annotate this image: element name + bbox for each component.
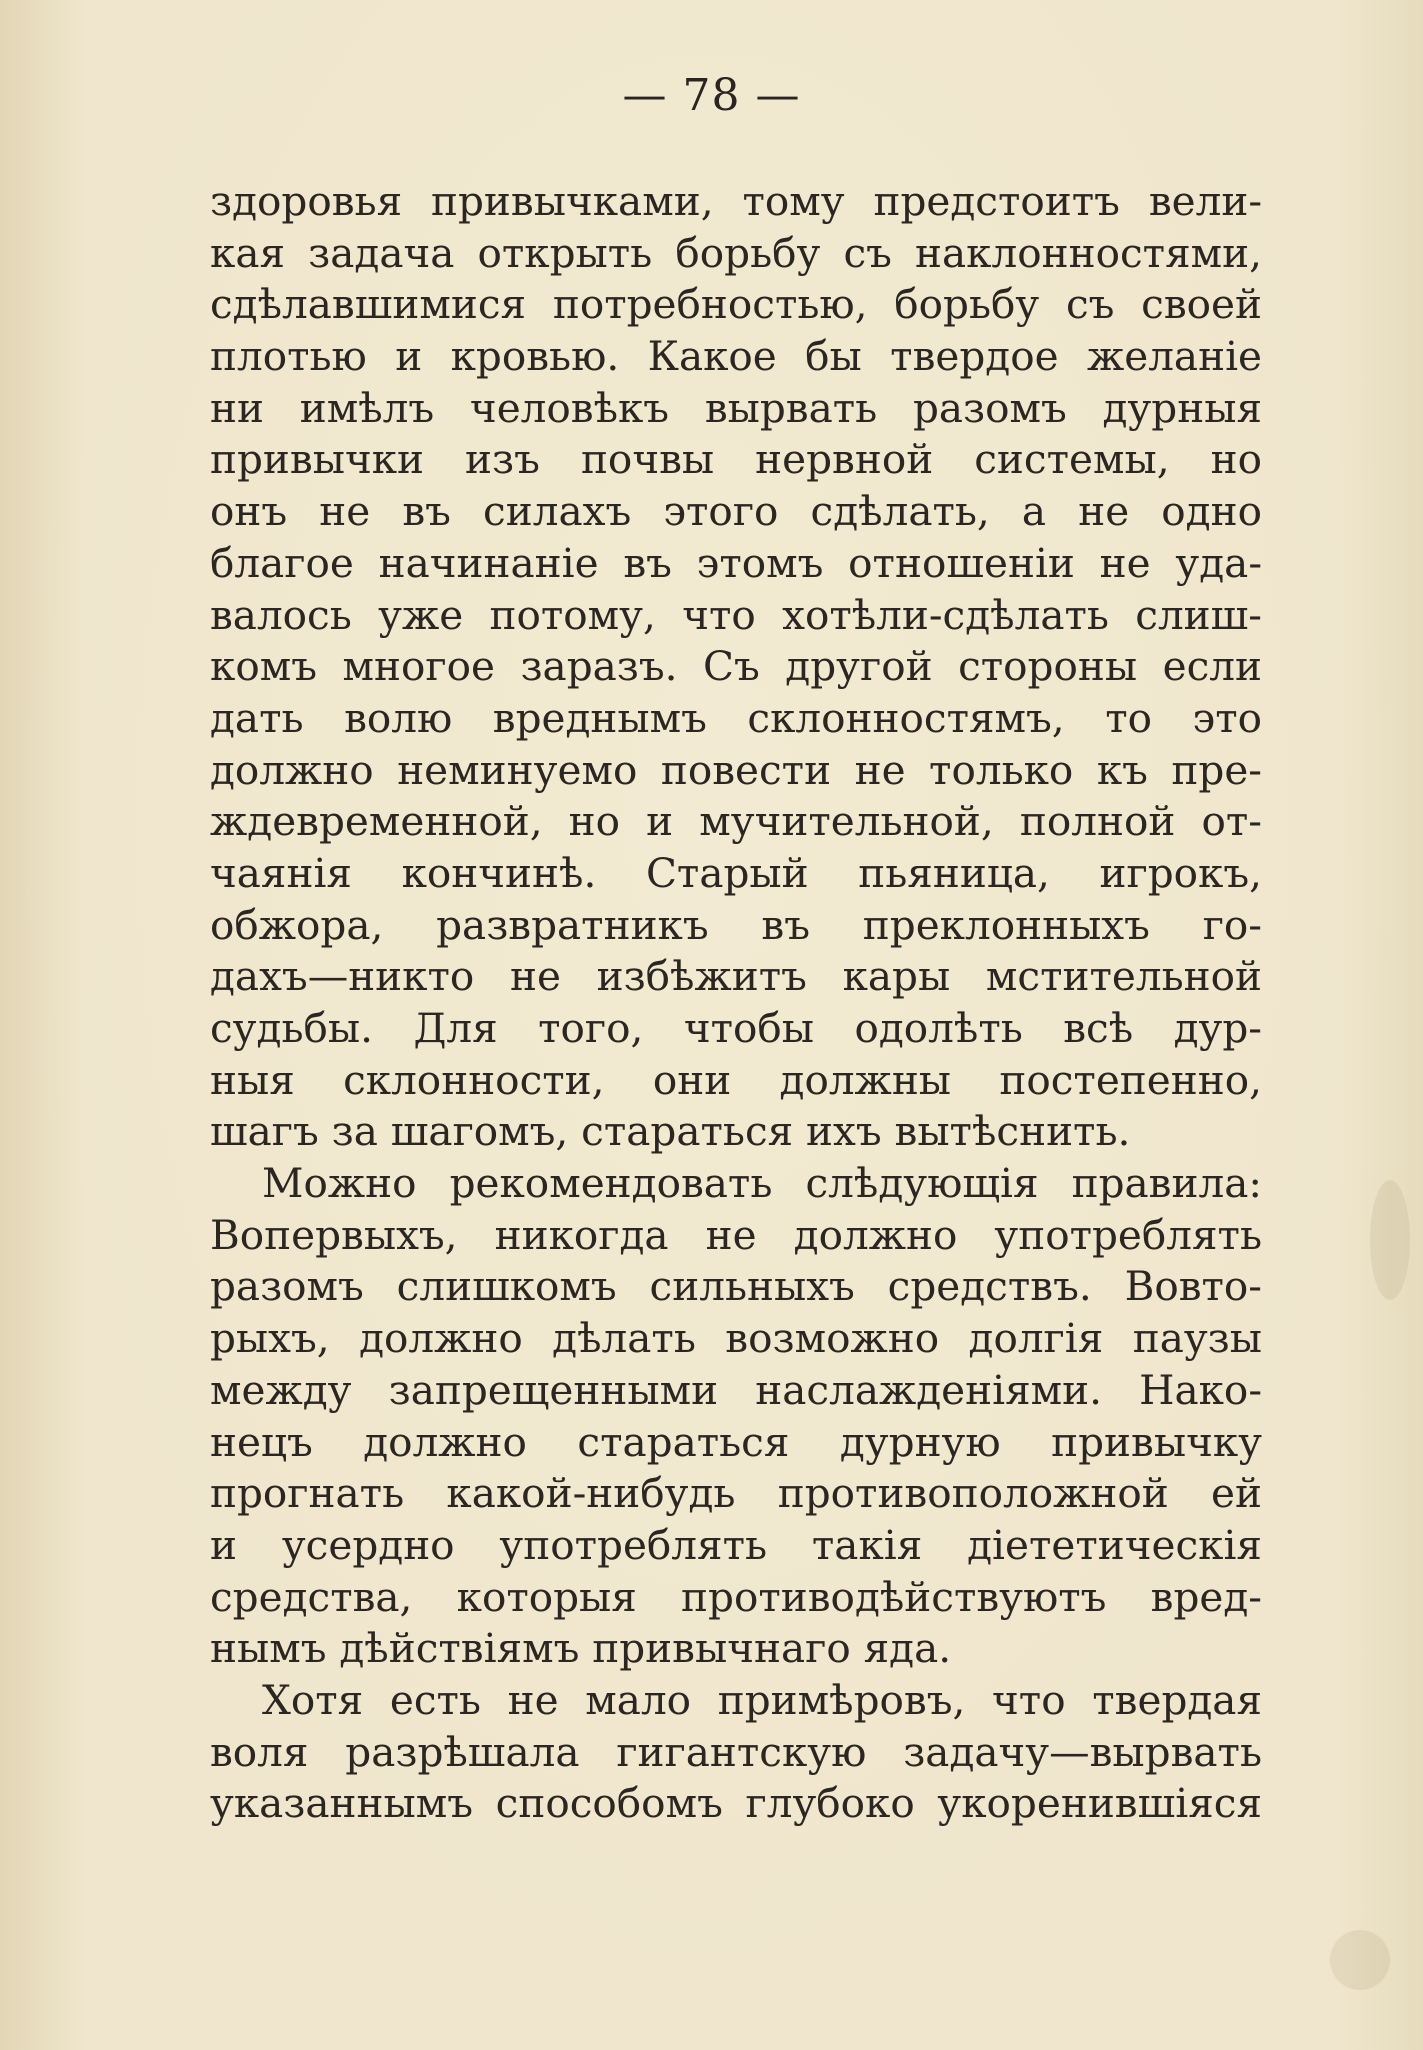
text-line: комъ многое заразъ. Съ другой стороны если — [210, 642, 1262, 691]
text-line: шагъ за шагомъ, стараться ихъ вытѣснить. — [210, 1107, 1131, 1156]
text-line: прогнать какой-нибудь противоположной ей — [210, 1469, 1262, 1518]
text-line: воля разрѣшала гигантскую задачу—вырвать — [210, 1727, 1262, 1776]
text-line: Можно рекомендовать слѣдующія правила: — [262, 1159, 1262, 1208]
text-line: и усердно употреблять такія діететическія — [210, 1520, 1262, 1569]
text-line: привычки изъ почвы нервной системы, но — [210, 435, 1262, 484]
text-line: сдѣлавшимися потребностью, борьбу съ своей — [210, 280, 1262, 329]
text-line: рыхъ, должно дѣлать возможно долгія паузы — [210, 1314, 1262, 1363]
paper-stain — [1370, 1180, 1410, 1300]
text-line: судьбы. Для того, чтобы одолѣть всѣ дур- — [210, 1004, 1262, 1052]
text-line: нецъ должно стараться дурную привычку — [210, 1417, 1262, 1466]
text-line: между запрещенными наслажденіями. Нако- — [210, 1365, 1262, 1414]
text-line: здоровья привычками, тому предстоитъ вели- — [210, 177, 1262, 225]
text-line: должно неминуемо повести не только къ пре- — [210, 745, 1262, 794]
text-line: нымъ дѣйствіямъ привычнаго яда. — [210, 1624, 952, 1673]
text-line: ни имѣлъ человѣкъ вырвать разомъ дурныя — [210, 383, 1262, 432]
text-line: Вопервыхъ, никогда не должно употреблять — [210, 1210, 1262, 1259]
body-text — [210, 176, 1262, 1830]
text-line: обжора, развратникъ въ преклонныхъ го- — [210, 900, 1262, 949]
text-line: средства, которыя противодѣйствуютъ вред- — [210, 1572, 1262, 1621]
text-line: кая задача открыть борьбу съ наклонностями, — [210, 228, 1262, 277]
paper-stain — [1330, 1930, 1390, 1990]
text-line: благое начинаніе въ этомъ отношеніи не уда- — [210, 538, 1262, 587]
text-line: валось уже потому, что хотѣли-сдѣлать слиш- — [210, 590, 1262, 639]
text-line: ждевременной, но и мучительной, полной от- — [210, 797, 1262, 846]
text-line: ныя склонности, они должны постепенно, — [210, 1055, 1262, 1104]
text-line: указаннымъ способомъ глубоко укоренившіяся — [210, 1779, 1262, 1828]
text-line: разомъ слишкомъ сильныхъ средствъ. Вовто- — [210, 1262, 1262, 1311]
text-line: Хотя есть не мало примѣровъ, что твердая — [262, 1675, 1262, 1724]
text-line: плотью и кровью. Какое бы твердое желаніе — [210, 332, 1262, 381]
text-line: дать волю вреднымъ склонностямъ, то это — [210, 693, 1262, 742]
text-line: чаянія кончинѣ. Старый пьяница, игрокъ, — [210, 848, 1262, 897]
text-line: дахъ—никто не избѣжитъ кары мстительной — [210, 952, 1262, 1001]
page-number: — 78 — — [622, 70, 801, 121]
text-line: онъ не въ силахъ этого сдѣлать, а не одно — [210, 487, 1262, 536]
